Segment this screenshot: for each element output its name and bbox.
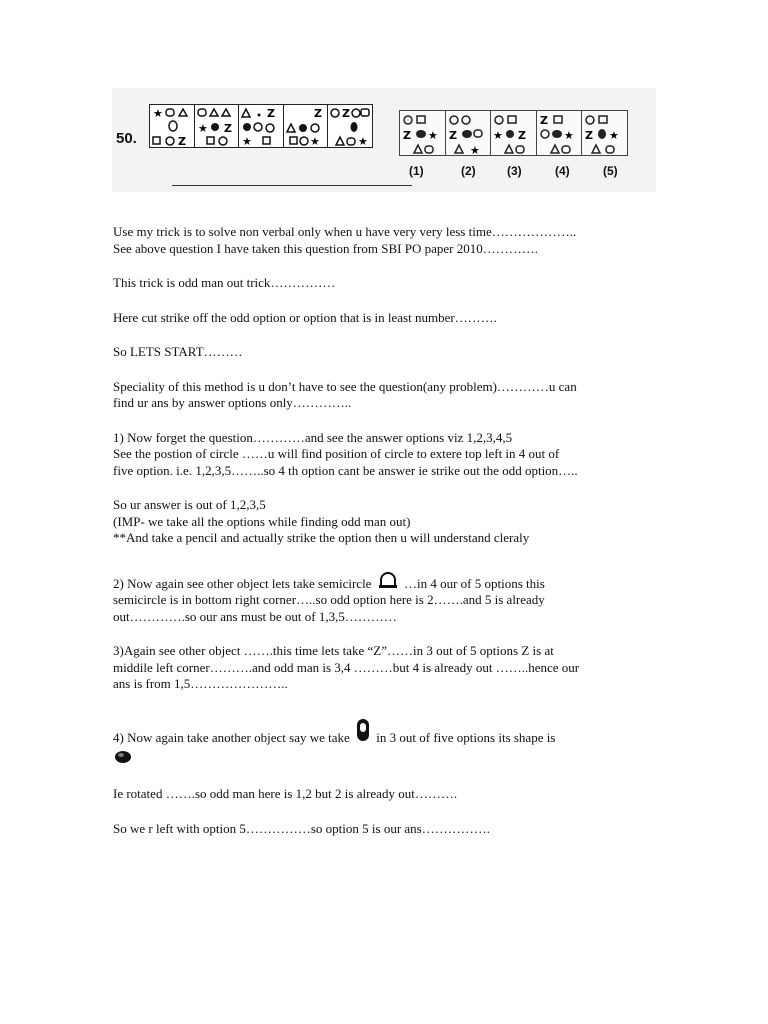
svg-text:★: ★ <box>609 129 619 142</box>
problem-figure-5 <box>327 104 373 148</box>
step2-line-3: out………….so our ans must be out of 1,3,5………… <box>113 608 397 624</box>
rotated-shape-icon <box>113 748 135 766</box>
step3-line-3: ans is from 1,5………………….. <box>113 676 288 691</box>
step1-line-1: 1) Now forget the question…………and see the answer options viz 1,2,3,4,5 <box>113 429 513 445</box>
svg-text:★: ★ <box>428 129 438 142</box>
option-label-5: (5) <box>603 164 618 178</box>
option-label-2: (2) <box>461 164 476 178</box>
problem-figures <box>149 104 372 148</box>
pill-shape-icon <box>353 717 373 745</box>
answer-figure-1[interactable] <box>399 110 446 156</box>
svg-text:★: ★ <box>358 135 368 148</box>
svg-text:Z: Z <box>223 122 232 135</box>
scan-bleed-through <box>399 94 639 106</box>
question-number: 50. <box>116 130 137 147</box>
question-figure <box>112 88 656 192</box>
after1-line-1: So ur answer is out of 1,2,3,5 <box>113 497 266 512</box>
step2-line-2: semicircle is in bottom right corner…..so odd option here is 2…….and 5 is already <box>113 592 545 607</box>
answer-figure-2[interactable] <box>445 110 492 156</box>
svg-text:Z: Z <box>585 129 593 142</box>
svg-text:Z: Z <box>518 129 526 142</box>
figure-underline <box>172 185 412 186</box>
option-label-4: (4) <box>555 164 570 178</box>
svg-text:Z: Z <box>448 129 457 142</box>
step3-line-2: middile left corner……….and odd man is 3,4 ………but 4 is already out ……..hence our <box>113 659 580 675</box>
svg-text:Z: Z <box>267 107 275 120</box>
start-line: So LETS START……… <box>113 344 243 359</box>
answer-figure-5[interactable] <box>581 110 628 156</box>
svg-text:Z: Z <box>178 135 186 148</box>
svg-text:★: ★ <box>469 144 480 157</box>
intro-line-2: See above question I have taken this question from SBI PO paper 2010…………. <box>113 240 538 256</box>
option-label-3: (3) <box>507 164 522 178</box>
final-line: So we r left with option 5……………so option 5 is our ans……………. <box>113 820 490 836</box>
after1-line-3: **And take a pencil and actually strike the option then u will understand cleraly <box>113 530 530 545</box>
answer-figures <box>399 110 627 156</box>
semicircle-icon <box>375 571 401 591</box>
trick-line: This trick is odd man out trick…………… <box>113 275 336 290</box>
problem-figure-4 <box>283 104 329 148</box>
svg-text:★: ★ <box>242 135 252 148</box>
intro-line-1: Use my trick is to solve non verbal only when u have very very less time……………….. <box>113 224 577 239</box>
cut-line: Here cut strike off the odd option or option that is in least number………. <box>113 309 497 325</box>
step2-text-b: …in 4 our of 5 options this <box>403 575 545 591</box>
svg-text:★: ★ <box>197 122 208 135</box>
step1-line-3: five option. i.e. 1,2,3,5……..so 4 th option cant be answer ie strike out the odd option….. <box>113 462 578 478</box>
step3-line-1: 3)Again see other object …….this time lets take “Z”……in 3 out of 5 options Z is at <box>113 643 554 658</box>
speciality-line-2: find ur ans by answer options only………….. <box>113 395 352 410</box>
answer-figure-4[interactable] <box>536 110 583 156</box>
problem-figure-1 <box>149 104 195 148</box>
svg-text:★: ★ <box>309 135 320 148</box>
rotated-line: Ie rotated …….so odd man here is 1,2 but 2 is already out………. <box>113 786 458 801</box>
step2-line-1 <box>113 571 673 593</box>
option-label-1: (1) <box>409 164 424 178</box>
step4-line-1 <box>113 717 673 747</box>
svg-text:★: ★ <box>493 129 503 142</box>
answer-option-labels <box>399 164 639 182</box>
answer-figure-3[interactable] <box>490 110 537 156</box>
step4-text-a: 4) Now again take another object say we take <box>113 729 350 745</box>
speciality-line-1: Speciality of this method is u don’t have to see the question(any problem)…………u can <box>113 378 577 394</box>
svg-text:Z: Z <box>539 114 548 127</box>
svg-text:★: ★ <box>563 129 574 142</box>
svg-text:Z: Z <box>342 107 350 120</box>
problem-figure-3 <box>238 104 284 148</box>
step4-text-b: in 3 out of five options its shape is <box>376 729 556 745</box>
svg-text:Z: Z <box>403 129 411 142</box>
step1-line-2: See the postion of circle ……u will find position of circle to extere top left in 4 out of <box>113 446 560 461</box>
svg-text:Z: Z <box>313 107 322 120</box>
step2-text-a: 2) Now again see other object lets take semicircle <box>113 575 372 591</box>
after1-line-2: (IMP- we take all the options while finding odd man out) <box>113 513 411 529</box>
problem-figure-2 <box>194 104 240 148</box>
svg-text:★: ★ <box>153 107 163 120</box>
document-body <box>113 224 673 837</box>
